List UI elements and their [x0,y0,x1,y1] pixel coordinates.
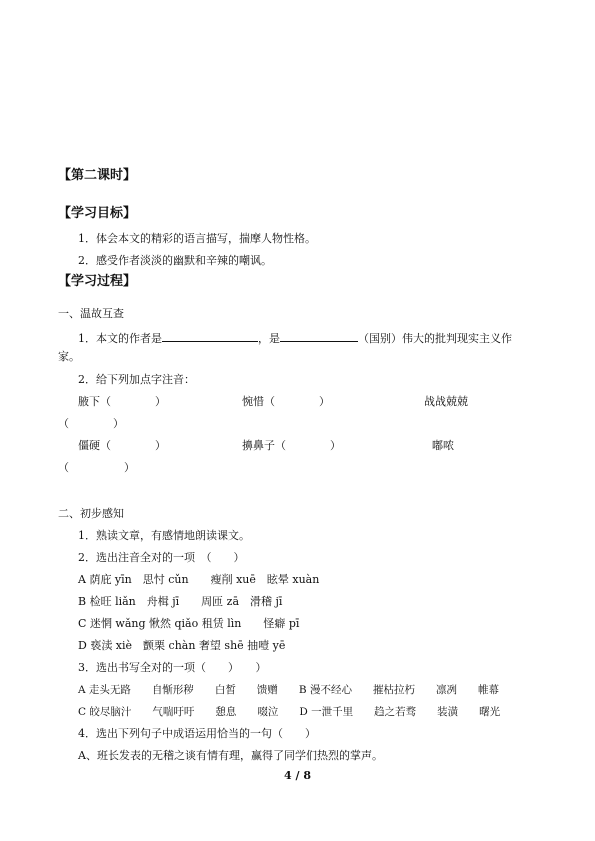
word-4: 僵硬（ ） [78,439,166,452]
heading-goals: 【学习目标】 [58,206,137,221]
s2-q3-options-ab: A 走头无路 自惭形秽 白皙 馈赠 B 漫不经心 摧枯拉朽 凛冽 帷幕 [78,684,499,696]
word-5: 擤鼻子（ ） [242,439,341,452]
goal-item-1: 1．体会本文的精彩的语言描写，揣摩人物性格。 [78,232,316,245]
s2-q3-options-cd: C 皎尽脑汁 气喘吁吁 憩息 啜泣 D 一泄千里 趋之若骛 装潢 曙光 [78,706,501,718]
s2-question-3: 3．选出书写全对的一项（ ） ） [78,661,267,674]
q1-continuation: 家。 [58,350,80,363]
s2-question-4: 4．选出下列句子中成语运用恰当的一句（ ） [78,727,316,740]
word-6: 嘟哝 [432,439,454,452]
question-author [78,330,512,346]
heading-lesson2: 【第二课时】 [58,168,137,183]
word-2: 惋惜（ ） [242,395,330,408]
s2-q2-option-c: C 迷惘 wǎng 愀然 qiǎo 租赁 lìn 怪癖 pī [78,617,300,630]
s2-q4-option-a: A、班长发表的无稽之谈有情有理，赢得了同学们热烈的掌声。 [78,749,383,762]
section2-title: 二、初步感知 [58,507,124,520]
q1-text-c: （国别）伟大的批判现实主义作 [358,332,512,345]
s2-q2-option-d: D 亵渎 xiè 颤栗 chàn 奢望 shē 抽噎 yē [78,639,286,652]
s2-q2-option-b: B 检旺 liǎn 舟楫 jī 周匝 zā 滑稽 jī [78,595,283,608]
question-pinyin: 2．给下列加点字注音： [78,373,195,386]
country-blank[interactable] [280,330,358,342]
word-3: 战战兢兢 [424,395,468,408]
word-1: 腋下（ ） [78,395,166,408]
goal-item-2: 2．感受作者淡淡的幽默和辛辣的嘲讽。 [78,254,272,267]
s2-q2-option-a: A 荫庇 yīn 思忖 cǔn 瘦削 xuē 眩晕 xuàn [78,573,320,586]
page-number: 4 / 8 [284,769,311,782]
section1-title: 一、温故互查 [58,307,124,320]
author-blank[interactable] [162,330,258,342]
heading-process: 【学习过程】 [58,274,137,289]
s2-question-1: 1．熟读文章，有感情地朗读课文。 [78,529,250,542]
q1-text-b: ，是 [258,332,280,345]
q1-text-a: 1．本文的作者是 [78,332,162,345]
word-6-blank: （ ） [58,461,135,474]
s2-question-2: 2．选出注音全对的一项 （ ） [78,551,245,564]
word-3-blank: （ ） [58,417,124,430]
